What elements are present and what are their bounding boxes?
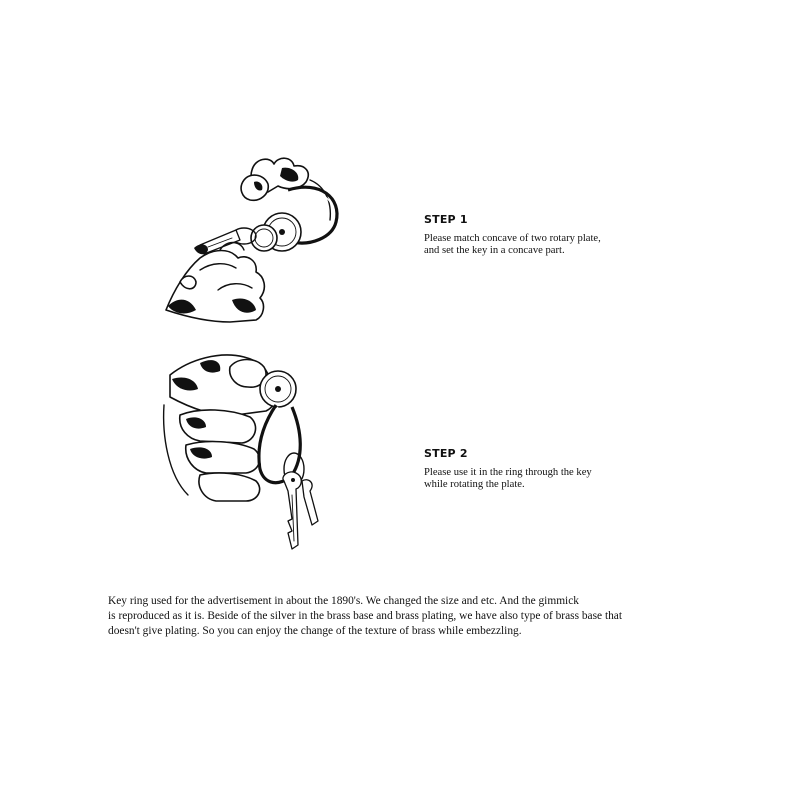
step2-illustration bbox=[160, 345, 330, 550]
step1-text-line: Please match concave of two rotary plate, bbox=[424, 233, 601, 244]
description-line: doesn't give plating. So you can enjoy the change of the texture of brass while embezzling. bbox=[108, 625, 522, 637]
step1-illustration bbox=[160, 150, 350, 325]
description-line: is reproduced as it is. Beside of the silver in the brass base and brass plating, we have also type of brass base that bbox=[108, 610, 623, 622]
step1-title: STEP 1 bbox=[424, 213, 468, 226]
step2-text-line: while rotating the plate. bbox=[424, 479, 525, 490]
description-line: Key ring used for the advertisement in about the 1890's. We changed the size and etc. And the gimmick bbox=[108, 595, 579, 607]
step1-block bbox=[424, 213, 724, 257]
step1-text-line: and set the key in a concave part. bbox=[424, 245, 565, 256]
step2-text-line: Please use it in the ring through the key bbox=[424, 467, 592, 478]
step2-title: STEP 2 bbox=[424, 447, 468, 460]
product-description bbox=[108, 594, 728, 639]
step2-block bbox=[424, 447, 724, 491]
